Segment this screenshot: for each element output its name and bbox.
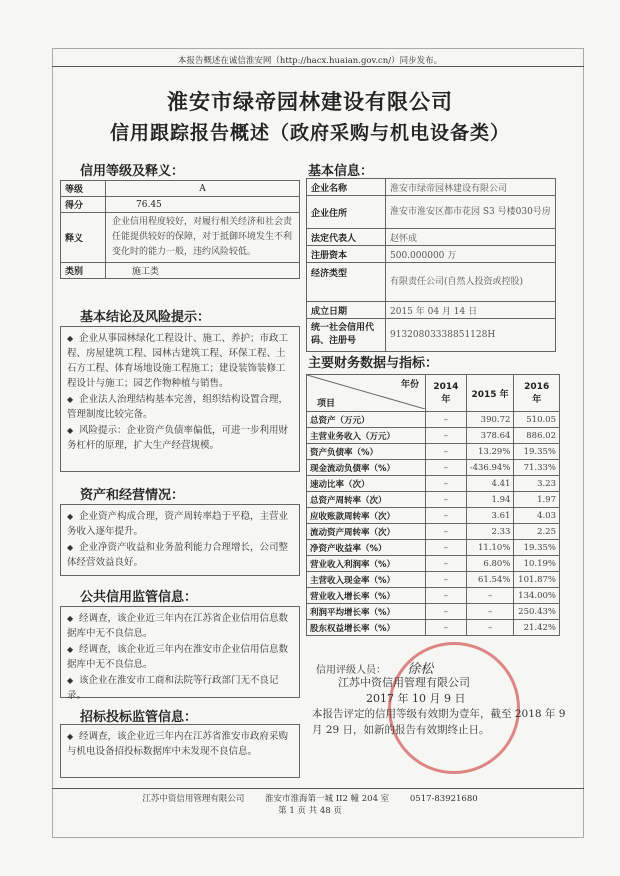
analyst-line: 信用评级人员： 徐松 — [316, 662, 434, 677]
financial-row — [307, 604, 560, 620]
header-rule — [52, 66, 584, 67]
basic-info-row — [307, 319, 556, 352]
year-header: 2014 年 — [426, 375, 467, 412]
financial-cell: – — [426, 524, 467, 540]
financial-cell: 21.42% — [514, 620, 560, 636]
financial-cell: – — [426, 604, 467, 620]
financial-cell: – — [426, 556, 467, 572]
financial-row-label: 资产负债率（%） — [307, 444, 426, 460]
conclusions-heading: 基本结论及风险提示： — [80, 310, 211, 325]
financial-cell: 378.64 — [466, 428, 514, 444]
financial-row — [307, 476, 560, 492]
basic-info-label: 注册资本 — [307, 246, 386, 263]
credit-label: 得分 — [61, 197, 106, 213]
financial-row-label: 营业收入增长率（%） — [307, 588, 426, 604]
financial-cell: 1.97 — [514, 492, 560, 508]
financial-cell: 10.19% — [514, 556, 560, 572]
header-note: 本报告概述在诚信淮安网（http://hacx.huaian.gov.cn/）同步发布。 — [177, 56, 443, 66]
financial-cell: 4.03 — [514, 508, 560, 524]
financial-cell: 6.80% — [466, 556, 514, 572]
financial-row-label: 股东权益增长率（%） — [307, 620, 426, 636]
financial-cell: 886.02 — [514, 428, 560, 444]
financial-cell: 19.35% — [514, 444, 560, 460]
bullet-icon: ◆ — [67, 614, 74, 623]
year-header: 2015 年 — [466, 375, 514, 412]
financial-row-label: 现金流动负债率（%） — [307, 460, 426, 476]
public-credit-box — [60, 606, 300, 701]
bullet-icon: ◆ — [67, 395, 74, 404]
credit-label: 释义 — [61, 213, 106, 263]
financial-cell: – — [426, 476, 467, 492]
basic-info-label: 法定代表人 — [307, 229, 386, 246]
credit-label: 等级 — [61, 181, 106, 197]
conclusion-item: ◆ 企业从事园林绿化工程设计、施工、养护；市政工程、房屋建筑工程、园林古建筑工程、环保工程、土石方工程、体育场地设施工程施工；建设装饰装修工程设计与施工；园艺作物种植与销售。 — [67, 333, 289, 389]
financial-cell: – — [426, 492, 467, 508]
financial-cell: 3.23 — [514, 476, 560, 492]
credit-row-category — [61, 263, 300, 279]
basic-info-value: 2015 年 04 月 14 日 — [386, 302, 556, 319]
financial-cell: – — [426, 508, 467, 524]
financial-cell: – — [466, 620, 514, 636]
financial-cell: – — [426, 572, 467, 588]
assets-box — [60, 504, 300, 576]
signature-date: 2017 年 10 月 9 日 — [366, 692, 466, 705]
financial-row-label: 主营业务收入（万元） — [307, 428, 426, 444]
financial-row — [307, 428, 560, 444]
basic-info-row — [307, 302, 556, 319]
basic-info-row — [307, 196, 556, 229]
financial-cell: 11.10% — [466, 540, 514, 556]
bullet-icon: ◆ — [67, 426, 74, 435]
page-number: 第 1 页 共 48 页 — [278, 806, 342, 816]
conclusions-box — [60, 326, 300, 472]
bidding-item: ◆ 经调查，该企业近三年内在江苏省淮安市政府采购与机电设备招投标数据库中未发现不良信息。 — [67, 731, 289, 757]
financial-cell: – — [426, 428, 467, 444]
financial-row — [307, 620, 560, 636]
financial-cell: – — [426, 540, 467, 556]
financial-cell: 134.00% — [514, 588, 560, 604]
financial-body — [307, 412, 560, 636]
bidding-heading: 招标投标监管信息： — [80, 710, 198, 725]
financial-cell: 2.25 — [514, 524, 560, 540]
financial-cell: 510.05 — [514, 412, 560, 428]
basic-info-row — [307, 229, 556, 246]
financial-row — [307, 524, 560, 540]
conclusion-item: ◆ 企业法人治理结构基本完善，组织结构设置合理，管理制度比较完备。 — [67, 394, 289, 420]
credit-value: A — [106, 181, 300, 197]
financial-row — [307, 444, 560, 460]
bullet-icon: ◆ — [67, 543, 74, 552]
bullet-icon: ◆ — [67, 334, 74, 343]
financial-row — [307, 556, 560, 572]
financial-header-row — [307, 375, 560, 412]
financial-cell: 3.61 — [466, 508, 514, 524]
basic-info-label: 统一社会信用代码、注册号 — [307, 319, 386, 352]
bullet-icon: ◆ — [67, 732, 74, 741]
financial-cell: 1.94 — [466, 492, 514, 508]
financial-cell: – — [466, 604, 514, 620]
signature-company: 江苏中资信用管理有限公司 — [338, 676, 470, 689]
financial-cell: 2.33 — [466, 524, 514, 540]
basic-info-value: 淮安市淮安区都市花园 S3 号楼030号房 — [386, 196, 556, 229]
credit-label: 类别 — [61, 263, 106, 279]
financial-cell: 71.33% — [514, 460, 560, 476]
assets-item: ◆ 企业资产构成合理，资产周转率趋于平稳，主营业务收入逐年提升。 — [67, 511, 289, 537]
financial-cell: – — [426, 620, 467, 636]
public-credit-item: ◆ 经调查，该企业近三年内在江苏省企业信用信息数据库中无不良信息。 — [67, 613, 289, 639]
year-header: 2016 年 — [514, 375, 560, 412]
financial-cell: 390.72 — [466, 412, 514, 428]
conclusion-item: ◆ 风险提示：企业资产负债率偏低，可进一步利用财务杠杆的原理，扩大生产经营规模。 — [67, 425, 289, 451]
basic-info-heading: 基本信息： — [308, 164, 374, 179]
bullet-icon: ◆ — [67, 645, 74, 654]
credit-row-score — [61, 197, 300, 213]
public-credit-heading: 公共信用监管信息： — [80, 590, 198, 605]
credit-row-grade — [61, 181, 300, 197]
basic-info-label: 企业住所 — [307, 196, 386, 229]
financial-cell: 101.87% — [514, 572, 560, 588]
basic-info-table — [306, 178, 556, 352]
financial-row — [307, 492, 560, 508]
financial-cell: 19.35% — [514, 540, 560, 556]
financial-table — [306, 374, 560, 636]
header-year-label: 年份 — [400, 380, 419, 390]
financial-row-label: 主营收入现金率（%） — [307, 572, 426, 588]
financial-row — [307, 508, 560, 524]
financial-row-label: 速动比率（次） — [307, 476, 426, 492]
financial-row-label: 营业收入利润率（%） — [307, 556, 426, 572]
financial-cell: 13.29% — [466, 444, 514, 460]
report-title: 信用跟踪报告概述（政府采购与机电设备类） — [109, 122, 510, 144]
financial-cell: – — [426, 460, 467, 476]
financial-row-label: 净资产收益率（%） — [307, 540, 426, 556]
basic-info-value: 淮安市绿帝园林建设有限公司 — [386, 179, 556, 196]
assets-heading: 资产和经营情况： — [80, 488, 185, 503]
credit-table — [60, 180, 300, 279]
credit-value: 76.45 — [106, 197, 300, 213]
basic-info-value: 赵怀成 — [386, 229, 556, 246]
financial-cell: -436.94% — [466, 460, 514, 476]
financial-row — [307, 572, 560, 588]
bullet-icon: ◆ — [67, 512, 74, 521]
financial-row-label: 总资产（万元） — [307, 412, 426, 428]
financial-row-label: 流动资产周转率（次） — [307, 524, 426, 540]
financial-row — [307, 412, 560, 428]
financial-row-label: 总资产周转率（次） — [307, 492, 426, 508]
financial-cell: – — [466, 588, 514, 604]
credit-value: 企业信用程度较好，对履行相关经济和社会责任能提供较好的保障，对于抵御环境发生不利变化时的能力一般，违约风险较低。 — [106, 213, 300, 263]
financial-cell: 250.43% — [514, 604, 560, 620]
credit-row-meaning — [61, 213, 300, 263]
analyst-signature: 徐松 — [407, 662, 434, 677]
financial-cell: – — [426, 412, 467, 428]
validity-note: 本报告评定的信用等级有效期为壹年，截至 2018 年 9 月 29 日，如新的报告有效期终止日。 — [312, 708, 566, 736]
basic-info-value: 500.000000 万 — [386, 246, 556, 263]
financial-row-label: 应收账款周转率（次） — [307, 508, 426, 524]
financial-row-label: 利润平均增长率（%） — [307, 604, 426, 620]
financial-cell: – — [426, 588, 467, 604]
basic-info-value: 91320803338851128H — [386, 319, 556, 352]
financial-heading: 主要财务数据与指标： — [308, 356, 439, 371]
assets-item: ◆ 企业净资产收益和业务盈利能力合理增长，公司整体经营效益良好。 — [67, 542, 289, 568]
financial-row — [307, 588, 560, 604]
credit-value: 施工类 — [106, 263, 300, 279]
bidding-box — [60, 724, 300, 778]
footer-contact: 江苏中资信用管理有限公司 淮安市淮海第一城 II2 幢 204 室 0517-83921680 — [142, 794, 478, 804]
basic-info-label: 企业名称 — [307, 179, 386, 196]
basic-info-row — [307, 263, 556, 302]
public-credit-item: ◆ 经调查，该企业近三年内在淮安市企业信用信息数据库中无不良信息。 — [67, 644, 289, 670]
bullet-icon: ◆ — [67, 676, 74, 685]
financial-cell: 4.41 — [466, 476, 514, 492]
basic-info-row — [307, 179, 556, 196]
company-title: 淮安市绿帝园林建设有限公司 — [167, 89, 453, 114]
footer-rule — [52, 788, 584, 789]
basic-info-label: 经济类型 — [307, 263, 386, 302]
financial-row — [307, 460, 560, 476]
financial-diagonal-header — [307, 375, 426, 412]
credit-heading: 信用等级及释义： — [80, 164, 185, 179]
header-item-label: 项目 — [317, 399, 336, 409]
financial-cell: – — [426, 444, 467, 460]
basic-info-row — [307, 246, 556, 263]
basic-info-value: 有限责任公司(自然人投资或控股) — [386, 263, 556, 302]
basic-info-label: 成立日期 — [307, 302, 386, 319]
financial-cell: 61.54% — [466, 572, 514, 588]
financial-row — [307, 540, 560, 556]
public-credit-item: ◆ 该企业在淮安市工商和法院等行政部门无不良记录。 — [67, 675, 279, 701]
